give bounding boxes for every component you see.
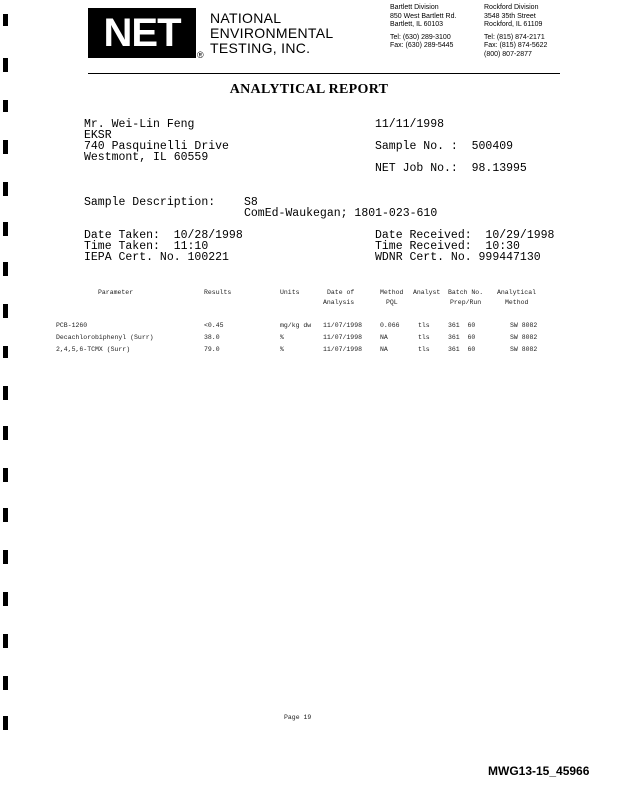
- company-name: [210, 11, 333, 56]
- header-pql: PQL: [386, 299, 398, 306]
- date-taken: Date Taken: 10/28/1998: [84, 229, 243, 242]
- address-line: Bartlett Division: [390, 4, 439, 11]
- header-results: Results: [204, 289, 232, 296]
- client-city: Westmont, IL 60559: [84, 151, 209, 164]
- client-org: EKSR: [84, 129, 112, 142]
- date-received: Date Received: 10/29/1998: [375, 229, 555, 242]
- header-parameter: Parameter: [98, 289, 134, 296]
- company-name-line: TESTING, INC.: [210, 40, 311, 56]
- cell-pql: NA: [380, 334, 388, 341]
- report-date: 11/11/1998: [375, 118, 445, 131]
- cell-method: SW 8082: [510, 322, 538, 329]
- time-taken: Time Taken: 11:10: [84, 240, 209, 253]
- cell-batch: 361 60: [448, 322, 476, 329]
- header-method: Method: [380, 289, 404, 296]
- header-prep-run: Prep/Run: [450, 299, 482, 306]
- cell-units: %: [280, 346, 284, 353]
- cell-pql: NA: [380, 346, 388, 353]
- page-number: Page 19: [284, 714, 312, 721]
- registered-mark: ®: [197, 50, 204, 60]
- cell-analyst: tls: [418, 334, 430, 341]
- cell-analyst: tls: [418, 346, 430, 353]
- address-line: Tel: (815) 874-2171: [484, 33, 545, 41]
- binding-mark: [3, 386, 8, 400]
- cell-method: SW 8082: [510, 334, 538, 341]
- header-date-of: Date of: [327, 289, 355, 296]
- binding-mark: [3, 58, 8, 72]
- binding-mark: [3, 468, 8, 482]
- binding-mark: [3, 550, 8, 564]
- company-logo: [88, 8, 196, 58]
- sample-id: S8: [244, 196, 258, 209]
- binding-mark: [3, 508, 8, 522]
- cell-batch: 361 60: [448, 346, 476, 353]
- rockford-address: [484, 4, 547, 60]
- address-line: (800) 807-2877: [484, 50, 532, 58]
- cell-parameter: 2,4,5,6-TCMX (Surr): [56, 346, 131, 353]
- binding-mark: [3, 676, 8, 690]
- binding-mark: [3, 592, 8, 606]
- document-id: MWG13-15_45966: [488, 764, 590, 778]
- address-line: Tel: (630) 289-3100: [390, 33, 451, 41]
- cell-date: 11/07/1998: [323, 346, 363, 353]
- header-analysis: Analysis: [323, 299, 355, 306]
- cell-units: %: [280, 334, 284, 341]
- bartlett-address: [390, 4, 456, 51]
- cell-date: 11/07/1998: [323, 334, 363, 341]
- cell-result: <0.45: [204, 322, 224, 329]
- cell-pql: 0.066: [380, 322, 400, 329]
- cell-units: mg/kg dw: [280, 322, 312, 329]
- binding-mark: [3, 100, 8, 112]
- company-name-line: NATIONAL: [210, 10, 282, 26]
- address-line: 850 West Bartlett Rd.: [390, 12, 457, 20]
- cell-parameter: Decachlorobiphenyl (Surr): [56, 334, 154, 341]
- binding-mark: [3, 140, 8, 154]
- binding-mark: [3, 262, 8, 276]
- cell-result: 79.0: [204, 346, 220, 353]
- binding-mark: [3, 182, 8, 196]
- header-analytical: Analytical: [497, 289, 537, 296]
- binding-mark: [3, 14, 8, 26]
- header-divider: [88, 73, 560, 74]
- report-title: ANALYTICAL REPORT: [229, 82, 389, 97]
- cell-method: SW 8082: [510, 346, 538, 353]
- binding-mark: [3, 222, 8, 236]
- address-line: 3548 35th Street: [484, 12, 536, 20]
- header-analytical-method: Method: [505, 299, 529, 306]
- binding-mark: [3, 304, 8, 318]
- header-units: Units: [280, 289, 300, 296]
- time-received: Time Received: 10:30: [375, 240, 520, 253]
- logo-text: NET: [103, 10, 181, 55]
- address-line: Rockford Division: [484, 4, 539, 11]
- client-street: 740 Pasquinelli Drive: [84, 140, 229, 153]
- job-number: NET Job No.: 98.13995: [375, 162, 527, 175]
- binding-mark: [3, 346, 8, 358]
- iepa-cert: IEPA Cert. No. 100221: [84, 251, 229, 264]
- cell-batch: 361 60: [448, 334, 476, 341]
- wdnr-cert: WDNR Cert. No. 999447130: [375, 251, 541, 264]
- header-analyst: Analyst: [413, 289, 441, 296]
- cell-date: 11/07/1998: [323, 322, 363, 329]
- cell-analyst: tls: [418, 322, 430, 329]
- sample-description-label: Sample Description:: [84, 196, 216, 209]
- header-batch-no: Batch No.: [448, 289, 484, 296]
- address-line: Fax: (815) 874-5622: [484, 42, 548, 50]
- client-name: Mr. Wei-Lin Feng: [84, 118, 195, 131]
- binding-mark: [3, 634, 8, 648]
- cell-parameter: PCB-1260: [56, 322, 88, 329]
- address-line: Fax: (630) 289-5445: [390, 42, 454, 50]
- company-name-line: ENVIRONMENTAL: [210, 25, 334, 41]
- address-line: Bartlett, IL 60103: [390, 21, 444, 29]
- sample-number: Sample No. : 500409: [375, 140, 514, 153]
- binding-mark: [3, 716, 8, 730]
- cell-result: 38.0: [204, 334, 220, 341]
- sample-location: ComEd-Waukegan; 1801-023-610: [244, 207, 438, 220]
- address-line: Rockford, IL 61109: [484, 21, 543, 29]
- binding-mark: [3, 426, 8, 440]
